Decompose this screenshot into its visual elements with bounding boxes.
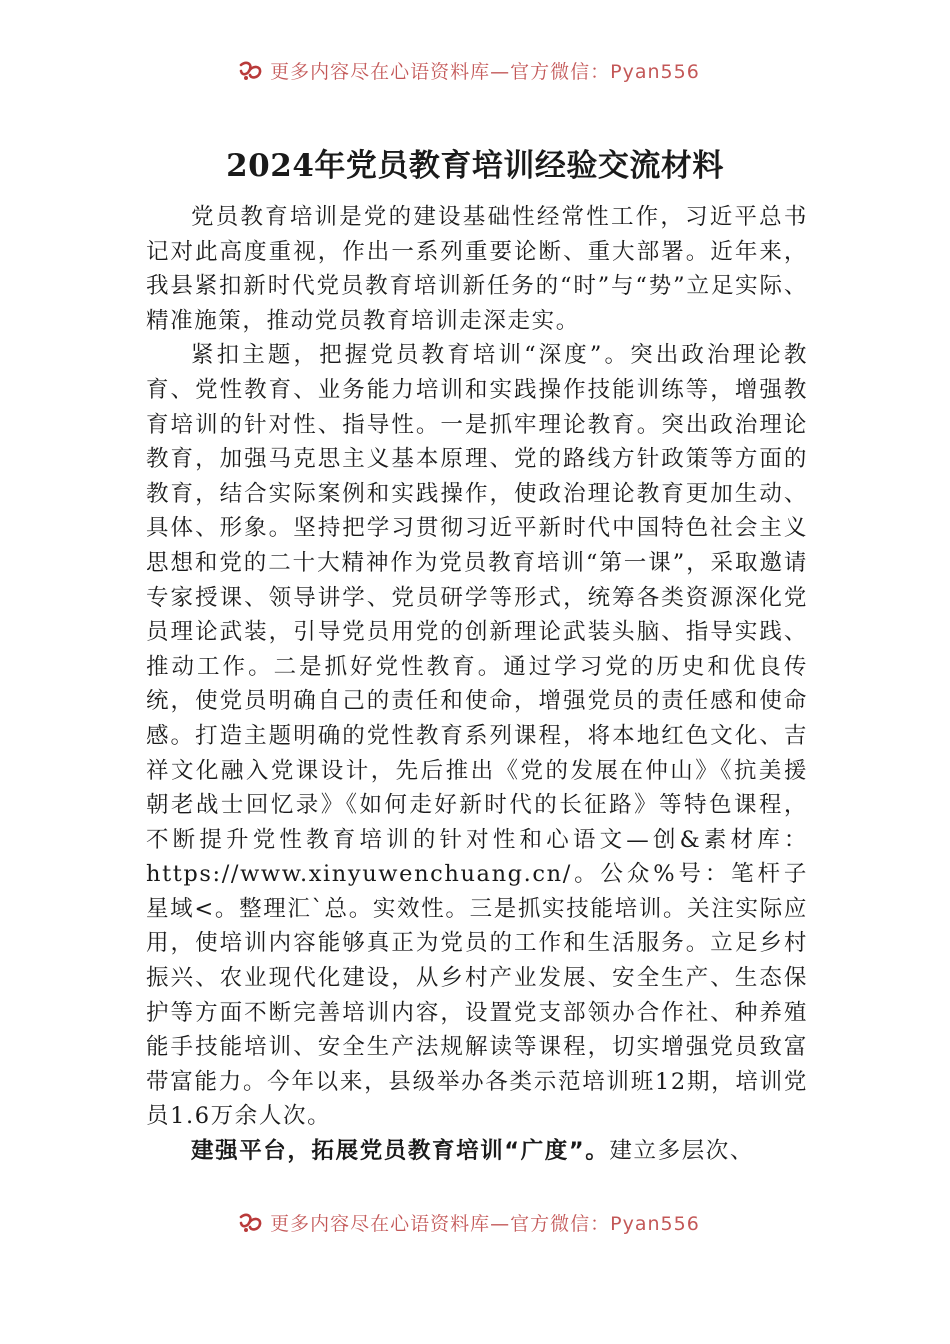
document-title: 2024年党员教育培训经验交流材料 [226, 148, 724, 184]
paragraph-text: 建立多层次、 [609, 1138, 754, 1165]
paragraph [146, 1134, 808, 1169]
watermark-footer [0, 1204, 950, 1240]
watermark-logo-icon [238, 1211, 264, 1233]
watermark-text: 更多内容尽在心语资料库—官方微信：Pyan556 [270, 1212, 700, 1235]
paragraph: 紧扣主题，把握党员教育培训“深度”。突出政治理论教育、党性教育、业务能力培训和实践操作技能训练等，增强教育培训的针对性、指导性。一是抓牢理论教育。突出政治理论教育，加强马克思主义基本原理、党的路线方针政策等方面的教育，结合实际案例和实践操作，使政治理论教育更加生动、具体、形象。坚持把学习贯彻习近平新时代中国特色社会主义思想和党的二十大精神作为党员教育培训“第一课”，采取邀请专家授课、领导讲学、党员研学等形式，统筹各类资源深化党员理论武装，引导党员用党的创新理论武装头脑、指导实践、推动工作。二是抓好党性教育。通过学习党的历史和优良传统，使党员明确自己的责任和使命，增强党员的责任感和使命感。打造主题明确的党性教育系列课程，将本地红色文化、吉祥文化融入党课设计，先后推出《党的发展在仲山》《抗美援朝老战士回忆录》《如何走好新时代的长征路》等特色课程，不断提升党性教育培训的针对性和心语文—创&素材库：https://www.xinyuwenchuang.cn/。公众%号：笔杆子星域<。整理汇`总。实效性。三是抓实技能培训。关注实际应用，使培训内容能够真正为党员的工作和生活服务。立足乡村振兴、农业现代化建设，从乡村产业发展、安全生产、生态保护等方面不断完善培训内容，设置党支部领办合作社、种养殖能手技能培训、安全生产法规解读等课程，切实增强党员致富带富能力。今年以来，县级举办各类示范培训班12期，培训党员1.6万余人次。 [146, 342, 808, 1130]
watermark-logo-icon [238, 59, 264, 81]
watermark-text: 更多内容尽在心语资料库—官方微信：Pyan556 [270, 60, 700, 83]
paragraph: 党员教育培训是党的建设基础性经常性工作，习近平总书记对此高度重视，作出一系列重要论断、重大部署。近年来，我县紧扣新时代党员教育培训新任务的“时”与“势”立足实际、精准施策，推动党员教育培训走深走实。 [146, 204, 808, 334]
document-body [146, 200, 808, 1169]
watermark-header [0, 52, 950, 88]
section-heading: 建强平台，拓展党员教育培训“广度”。 [191, 1138, 610, 1165]
